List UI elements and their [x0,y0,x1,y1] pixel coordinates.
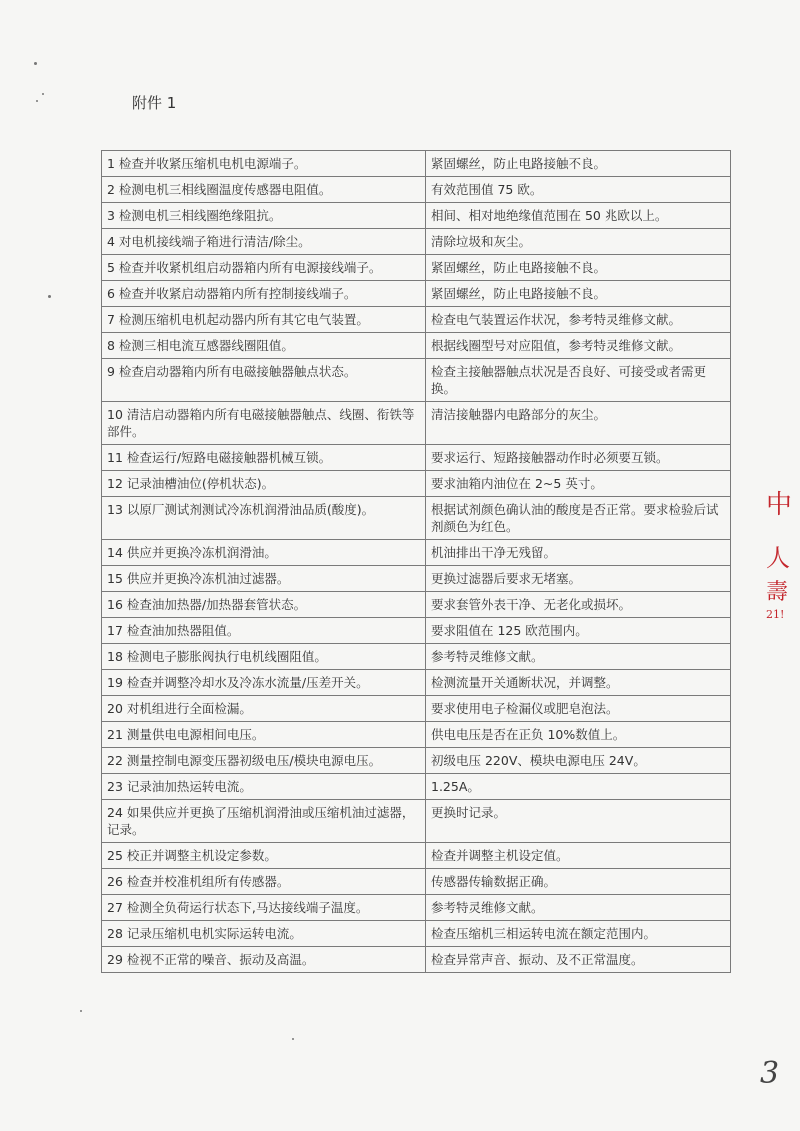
requirement-cell: 更换过滤器后要求无堵塞。 [426,566,731,592]
checklist-row [102,843,731,869]
check-item-cell: 13 以原厂测试剂测试冷冻机润滑油品质(酸度)。 [102,497,426,540]
check-item-cell: 28 记录压缩机电机实际运转电流。 [102,921,426,947]
checklist-row [102,497,731,540]
checklist-row [102,618,731,644]
check-item-cell: 29 检视不正常的噪音、振动及高温。 [102,947,426,973]
check-item-cell: 16 检查油加热器/加热器套管状态。 [102,592,426,618]
requirement-cell: 要求阻值在 125 欧范围内。 [426,618,731,644]
scan-speck [292,1038,294,1040]
checklist-row [102,229,731,255]
check-item-cell: 24 如果供应并更换了压缩机润滑油或压缩机油过滤器，记录。 [102,800,426,843]
checklist-row [102,947,731,973]
checklist-row [102,255,731,281]
check-item-cell: 3 检测电机三相线圈绝缘阻抗。 [102,203,426,229]
requirement-cell: 检查压缩机三相运转电流在额定范围内。 [426,921,731,947]
checklist-row [102,670,731,696]
seal-char: 中 [766,490,793,520]
checklist-row [102,359,731,402]
requirement-cell: 更换时记录。 [426,800,731,843]
check-item-cell: 10 清洁启动器箱内所有电磁接触器触点、线圈、衔铁等部件。 [102,402,426,445]
checklist-row [102,644,731,670]
requirement-cell: 检查电气装置运作状况，参考特灵维修文献。 [426,307,731,333]
check-item-cell: 7 检测压缩机电机起动器内所有其它电气装置。 [102,307,426,333]
check-item-cell: 1 检查并收紧压缩机电机电源端子。 [102,151,426,177]
checklist-row [102,177,731,203]
requirement-cell: 检查异常声音、振动、及不正常温度。 [426,947,731,973]
requirement-cell: 参考特灵维修文献。 [426,895,731,921]
requirement-cell: 传感器传输数据正确。 [426,869,731,895]
requirement-cell: 机油排出干净无残留。 [426,540,731,566]
check-item-cell: 21 测量供电电源相间电压。 [102,722,426,748]
checklist-row [102,445,731,471]
checklist-row [102,281,731,307]
check-item-cell: 6 检查并收紧启动器箱内所有控制接线端子。 [102,281,426,307]
check-item-cell: 20 对机组进行全面检漏。 [102,696,426,722]
checklist-body [102,151,731,973]
requirement-cell: 1.25A。 [426,774,731,800]
requirement-cell: 有效范围值 75 欧。 [426,177,731,203]
checklist-row [102,800,731,843]
checklist-row [102,696,731,722]
requirement-cell: 供电电压是否在正负 10%数值上。 [426,722,731,748]
checklist-row [102,774,731,800]
checklist-row [102,333,731,359]
requirement-cell: 清除垃圾和灰尘。 [426,229,731,255]
check-item-cell: 11 检查运行/短路电磁接触器机械互锁。 [102,445,426,471]
checklist-row [102,402,731,445]
seal-char: 人 [766,544,790,572]
requirement-cell: 紧固螺丝，防止电路接触不良。 [426,281,731,307]
check-item-cell: 26 检查并校准机组所有传感器。 [102,869,426,895]
check-item-cell: 25 校正并调整主机设定参数。 [102,843,426,869]
scan-speck [42,93,44,95]
requirement-cell: 根据试剂颜色确认油的酸度是否正常。要求检验后试剂颜色为红色。 [426,497,731,540]
requirement-cell: 检查并调整主机设定值。 [426,843,731,869]
checklist-row [102,895,731,921]
requirement-cell: 清洁接触器内电路部分的灰尘。 [426,402,731,445]
checklist-row [102,540,731,566]
scan-speck [80,1010,82,1012]
checklist-row [102,592,731,618]
checklist-row [102,151,731,177]
requirement-cell: 要求油箱内油位在 2~5 英寸。 [426,471,731,497]
checklist-row [102,748,731,774]
seal-char: 21! [766,608,785,621]
check-item-cell: 2 检测电机三相线圈温度传感器电阻值。 [102,177,426,203]
check-item-cell: 27 检测全负荷运行状态下,马达接线端子温度。 [102,895,426,921]
seal-char: 壽 [766,580,789,605]
check-item-cell: 5 检查并收紧机组启动器箱内所有电源接线端子。 [102,255,426,281]
checklist-row [102,869,731,895]
check-item-cell: 4 对电机接线端子箱进行清洁/除尘。 [102,229,426,255]
requirement-cell: 检查主接触器触点状况是否良好、可接受或者需更换。 [426,359,731,402]
checklist-row [102,203,731,229]
checklist-row [102,566,731,592]
page-number: 3 [760,1056,780,1091]
attachment-heading: 附件 1 [132,94,177,112]
requirement-cell: 要求运行、短路接触器动作时必须要互锁。 [426,445,731,471]
check-item-cell: 23 记录油加热运转电流。 [102,774,426,800]
check-item-cell: 22 测量控制电源变压器初级电压/模块电源电压。 [102,748,426,774]
requirement-cell: 检测流量开关通断状况，并调整。 [426,670,731,696]
checklist-row [102,471,731,497]
red-seal-fragment [766,490,800,622]
scan-speck [36,100,38,102]
check-item-cell: 19 检查并调整冷却水及冷冻水流量/压差开关。 [102,670,426,696]
requirement-cell: 要求套管外表干净、无老化或损坏。 [426,592,731,618]
check-item-cell: 17 检查油加热器阻值。 [102,618,426,644]
scan-speck [34,62,37,65]
check-item-cell: 14 供应并更换冷冻机润滑油。 [102,540,426,566]
requirement-cell: 紧固螺丝，防止电路接触不良。 [426,255,731,281]
requirement-cell: 要求使用电子检漏仪或肥皂泡法。 [426,696,731,722]
checklist-row [102,921,731,947]
checklist-row [102,307,731,333]
requirement-cell: 初级电压 220V、模块电源电压 24V。 [426,748,731,774]
scan-speck [48,295,51,298]
checklist-row [102,722,731,748]
check-item-cell: 9 检查启动器箱内所有电磁接触器触点状态。 [102,359,426,402]
maintenance-checklist-table [101,150,731,973]
check-item-cell: 12 记录油槽油位(停机状态)。 [102,471,426,497]
requirement-cell: 参考特灵维修文献。 [426,644,731,670]
requirement-cell: 相间、相对地绝缘值范围在 50 兆欧以上。 [426,203,731,229]
requirement-cell: 根据线圈型号对应阻值，参考特灵维修文献。 [426,333,731,359]
check-item-cell: 15 供应并更换冷冻机油过滤器。 [102,566,426,592]
check-item-cell: 18 检测电子膨胀阀执行电机线圈阻值。 [102,644,426,670]
requirement-cell: 紧固螺丝，防止电路接触不良。 [426,151,731,177]
check-item-cell: 8 检测三相电流互感器线圈阻值。 [102,333,426,359]
